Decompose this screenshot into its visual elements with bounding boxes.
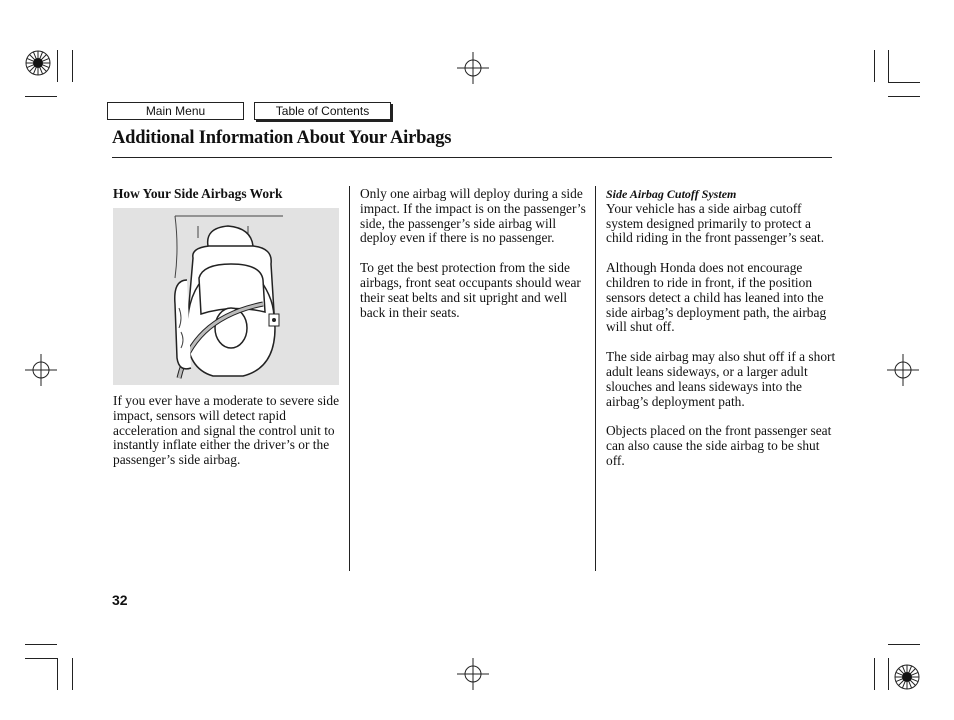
column-2-body bbox=[360, 187, 588, 335]
side-airbag-illustration bbox=[113, 208, 339, 385]
crop-line bbox=[888, 50, 889, 82]
page-title: Additional Information About Your Airbags bbox=[112, 128, 452, 148]
paragraph: Only one airbag will deploy during a side impact. If the impact is on the passenger’s side, the passenger’s side airbag will deploy even if there is no passenger. bbox=[360, 186, 586, 246]
section-heading: How Your Side Airbags Work bbox=[113, 186, 283, 201]
column-1-body bbox=[113, 394, 343, 483]
crop-line bbox=[25, 644, 57, 645]
subsection-heading: Side Airbag Cutoff System bbox=[606, 187, 737, 201]
crop-line bbox=[888, 96, 920, 97]
title-rule bbox=[112, 157, 832, 158]
crop-line bbox=[888, 644, 920, 645]
seat-occupant-illustration bbox=[113, 208, 339, 385]
main-menu-button[interactable]: Main Menu bbox=[107, 102, 244, 120]
crop-line bbox=[72, 658, 73, 690]
crosshair-icon bbox=[25, 354, 57, 386]
paragraph: To get the best protection from the side airbags, front seat occupants should wear their seat belts and sit upright and well back in their seats. bbox=[360, 260, 581, 320]
crosshair-icon bbox=[887, 354, 919, 386]
table-of-contents-button[interactable]: Table of Contents bbox=[254, 102, 391, 120]
crop-line bbox=[57, 658, 58, 690]
paragraph: Your vehicle has a side airbag cutoff system designed primarily to protect a child riding in the front passenger’s seat. bbox=[606, 200, 825, 246]
paragraph: Objects placed on the front passenger seat can also cause the side airbag to be shut off. bbox=[606, 423, 832, 468]
column-divider bbox=[595, 186, 596, 571]
crop-line bbox=[874, 658, 875, 690]
crop-line bbox=[888, 658, 889, 690]
crop-line bbox=[874, 50, 875, 82]
paragraph: If you ever have a moderate to severe side impact, sensors will detect rapid acceleration and signal the control unit to instantly inflate either the driver’s or the passenger’s side airbag. bbox=[113, 393, 340, 468]
column-3-body bbox=[606, 187, 838, 484]
crop-line bbox=[888, 82, 920, 83]
crop-line bbox=[72, 50, 73, 82]
registration-target-icon bbox=[893, 663, 921, 691]
crop-line bbox=[25, 96, 57, 97]
crop-line bbox=[25, 658, 57, 659]
paragraph: The side airbag may also shut off if a short adult leans sideways, or a larger adult slouches and leans sideways into the airbag’s deployment path. bbox=[606, 349, 836, 409]
crosshair-icon bbox=[457, 658, 489, 690]
column-divider bbox=[349, 186, 350, 571]
paragraph: Although Honda does not encourage children to ride in front, if the position sensors detect a child has leaned into the side airbag’s deployment path, the airbag will shut off. bbox=[606, 260, 827, 335]
crosshair-icon bbox=[457, 52, 489, 84]
page-number: 32 bbox=[112, 592, 128, 608]
crop-line bbox=[57, 50, 58, 82]
registration-target-icon bbox=[24, 49, 52, 77]
